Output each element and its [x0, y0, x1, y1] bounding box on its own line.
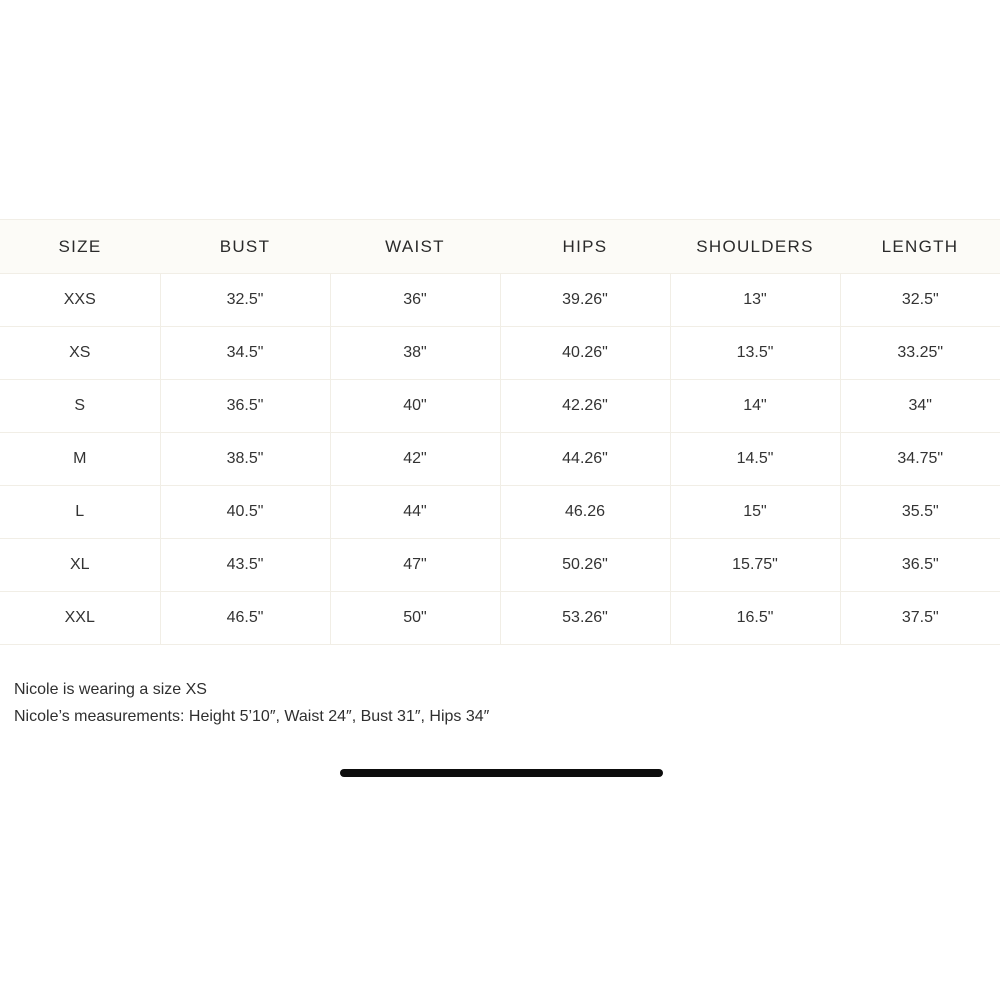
cell-bust: 40.5" — [160, 486, 330, 539]
table-row — [0, 592, 1000, 645]
cell-shoulders: 16.5" — [670, 592, 840, 645]
cell-bust: 36.5" — [160, 380, 330, 433]
cell-bust: 43.5" — [160, 539, 330, 592]
cell-waist: 44" — [330, 486, 500, 539]
table-header-row — [0, 220, 1000, 274]
cell-bust: 38.5" — [160, 433, 330, 486]
header-bust: BUST — [160, 220, 330, 274]
table-row — [0, 327, 1000, 380]
cell-waist: 36" — [330, 274, 500, 327]
cell-hips: 39.26" — [500, 274, 670, 327]
cell-shoulders: 15" — [670, 486, 840, 539]
header-size: SIZE — [0, 220, 160, 274]
cell-length: 32.5" — [840, 274, 1000, 327]
table-row — [0, 433, 1000, 486]
header-length: LENGTH — [840, 220, 1000, 274]
cell-shoulders: 13" — [670, 274, 840, 327]
cell-size: L — [0, 486, 160, 539]
cell-bust: 34.5" — [160, 327, 330, 380]
cell-waist: 47" — [330, 539, 500, 592]
cell-size: XXL — [0, 592, 160, 645]
table-row — [0, 380, 1000, 433]
table-row — [0, 274, 1000, 327]
header-waist: WAIST — [330, 220, 500, 274]
cell-hips: 50.26" — [500, 539, 670, 592]
cell-size: XL — [0, 539, 160, 592]
cell-hips: 42.26" — [500, 380, 670, 433]
cell-length: 35.5" — [840, 486, 1000, 539]
cell-bust: 32.5" — [160, 274, 330, 327]
cell-size: S — [0, 380, 160, 433]
size-chart-table — [0, 219, 1000, 645]
cell-waist: 42" — [330, 433, 500, 486]
cell-waist: 40" — [330, 380, 500, 433]
cell-waist: 38" — [330, 327, 500, 380]
cell-length: 33.25" — [840, 327, 1000, 380]
header-shoulders: SHOULDERS — [670, 220, 840, 274]
cell-hips: 53.26" — [500, 592, 670, 645]
model-notes — [14, 676, 489, 730]
cell-hips: 40.26" — [500, 327, 670, 380]
cell-size: XXS — [0, 274, 160, 327]
cell-length: 36.5" — [840, 539, 1000, 592]
table-row — [0, 486, 1000, 539]
table-row — [0, 539, 1000, 592]
header-hips: HIPS — [500, 220, 670, 274]
cell-hips: 46.26 — [500, 486, 670, 539]
cell-shoulders: 15.75" — [670, 539, 840, 592]
cell-shoulders: 13.5" — [670, 327, 840, 380]
size-worn-note: Nicole is wearing a size XS — [14, 681, 207, 698]
cell-length: 37.5" — [840, 592, 1000, 645]
measurements-note: Nicole’s measurements: Height 5’10″, Waist 24″, Bust 31″, Hips 34″ — [14, 708, 490, 725]
cell-bust: 46.5" — [160, 592, 330, 645]
home-indicator-bar[interactable] — [340, 769, 663, 777]
cell-length: 34" — [840, 380, 1000, 433]
cell-waist: 50" — [330, 592, 500, 645]
cell-size: XS — [0, 327, 160, 380]
cell-shoulders: 14.5" — [670, 433, 840, 486]
cell-size: M — [0, 433, 160, 486]
cell-hips: 44.26" — [500, 433, 670, 486]
cell-shoulders: 14" — [670, 380, 840, 433]
cell-length: 34.75" — [840, 433, 1000, 486]
